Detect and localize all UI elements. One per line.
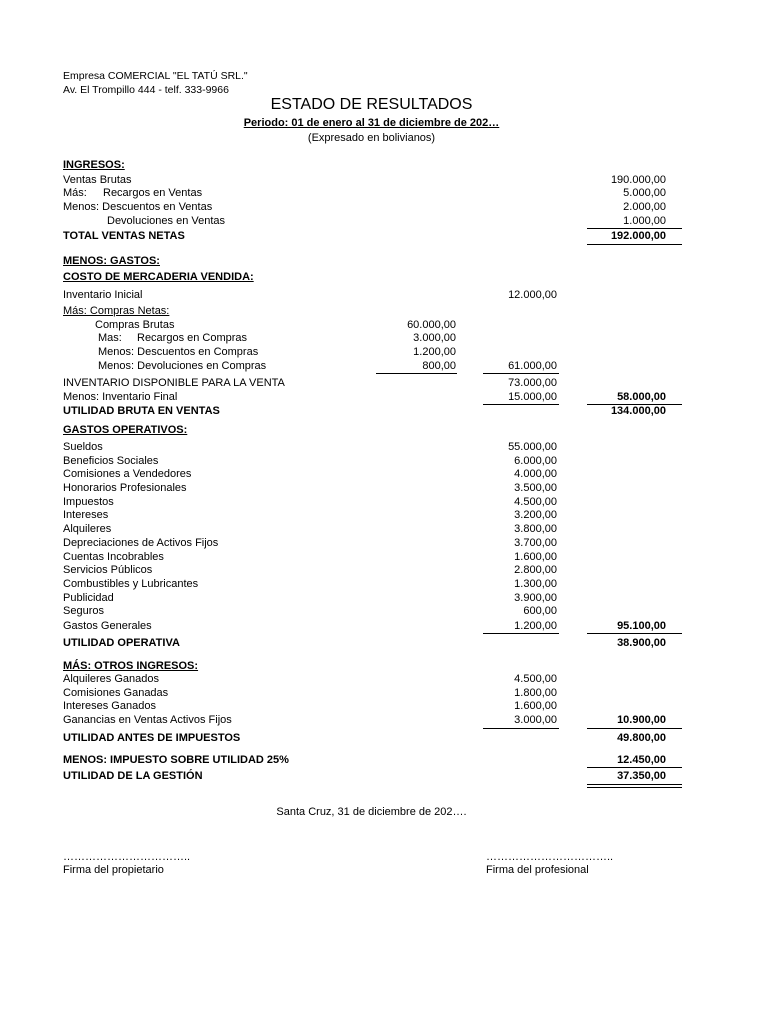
compras-brutas-value: 60.000,00 bbox=[407, 319, 456, 331]
devoluciones-ventas-label: Devoluciones en Ventas bbox=[107, 215, 226, 227]
descuentos-ventas-label: Menos: Descuentos en Ventas bbox=[63, 201, 213, 213]
utilidad-gestion-value: 37.350,00 bbox=[617, 770, 666, 782]
inventario-disponible-value: 73.000,00 bbox=[508, 377, 557, 389]
devoluciones-ventas-value: 1.000,00 bbox=[623, 215, 666, 227]
list-item: Cuentas Incobrables bbox=[63, 551, 164, 563]
total-ventas-netas-label: TOTAL VENTAS NETAS bbox=[63, 230, 185, 242]
company-name: Empresa COMERCIAL "EL TATÚ SRL." bbox=[63, 70, 248, 82]
total-ventas-netas-value: 192.000,00 bbox=[610, 230, 666, 242]
recargos-ventas-value: 5.000,00 bbox=[623, 187, 666, 199]
list-item-value: 1.800,00 bbox=[514, 687, 557, 699]
inventario-final-value: 15.000,00 bbox=[508, 391, 557, 403]
statement-title: ESTADO DE RESULTADOS bbox=[270, 96, 473, 113]
inventario-final-label: Menos: Inventario Final bbox=[63, 391, 178, 403]
otros-ingresos-total: 10.900,00 bbox=[617, 714, 666, 726]
costo-mercaderia-heading: COSTO DE MERCADERIA VENDIDA: bbox=[63, 271, 254, 283]
list-item: Honorarios Profesionales bbox=[63, 482, 187, 494]
list-item-value: 3.500,00 bbox=[514, 482, 557, 494]
ingresos-heading: INGRESOS: bbox=[63, 159, 125, 171]
recargos-compras-value: 3.000,00 bbox=[413, 332, 456, 344]
divider bbox=[587, 633, 682, 634]
list-item-value: 4.500,00 bbox=[514, 496, 557, 508]
divider bbox=[483, 373, 559, 374]
list-item: Alquileres bbox=[63, 523, 112, 535]
signature-line-professional: …………………………….. bbox=[486, 851, 614, 863]
otros-ingresos-heading: MÁS: OTROS INGRESOS: bbox=[63, 660, 199, 672]
divider bbox=[587, 728, 682, 729]
recargos-compras-prefix: Mas: bbox=[98, 332, 122, 344]
ventas-brutas-value: 190.000,00 bbox=[610, 174, 666, 186]
compras-netas-total: 61.000,00 bbox=[508, 360, 557, 372]
list-item-value: 3.200,00 bbox=[514, 509, 557, 521]
list-item-value: 1.300,00 bbox=[514, 578, 557, 590]
list-item-value: 55.000,00 bbox=[508, 441, 557, 453]
list-item-value: 4.000,00 bbox=[514, 468, 557, 480]
devoluciones-compras-value: 800,00 bbox=[422, 360, 456, 372]
utilidad-bruta-label: UTILIDAD BRUTA EN VENTAS bbox=[63, 405, 220, 417]
descuentos-compras-value: 1.200,00 bbox=[413, 346, 456, 358]
descuentos-compras-label: Menos: Descuentos en Compras bbox=[98, 346, 259, 358]
place-date: Santa Cruz, 31 de diciembre de 202…. bbox=[276, 806, 467, 818]
list-item: Comisiones a Vendedores bbox=[63, 468, 192, 480]
gastos-operativos-heading: GASTOS OPERATIVOS: bbox=[63, 424, 188, 436]
utilidad-antes-impuestos-value: 49.800,00 bbox=[617, 732, 666, 744]
descuentos-ventas-value: 2.000,00 bbox=[623, 201, 666, 213]
divider bbox=[483, 633, 559, 634]
list-item-value: 1.600,00 bbox=[514, 551, 557, 563]
divider bbox=[376, 373, 457, 374]
list-item: Servicios Públicos bbox=[63, 564, 153, 576]
list-item-value: 6.000,00 bbox=[514, 455, 557, 467]
recargos-prefix: Más: bbox=[63, 187, 87, 199]
divider bbox=[483, 404, 559, 405]
list-item-value: 3.900,00 bbox=[514, 592, 557, 604]
inventario-disponible-label: INVENTARIO DISPONIBLE PARA LA VENTA bbox=[63, 377, 285, 389]
list-item-value: 4.500,00 bbox=[514, 673, 557, 685]
list-item: Intereses bbox=[63, 509, 109, 521]
utilidad-operativa-label: UTILIDAD OPERATIVA bbox=[63, 637, 180, 649]
utilidad-antes-impuestos-label: UTILIDAD ANTES DE IMPUESTOS bbox=[63, 732, 241, 744]
statement-currency: (Expresado en bolivianos) bbox=[307, 132, 436, 144]
list-item: Ganancias en Ventas Activos Fijos bbox=[63, 714, 232, 726]
divider bbox=[587, 767, 682, 768]
list-item: Intereses Ganados bbox=[63, 700, 156, 712]
utilidad-bruta-value: 134.000,00 bbox=[610, 405, 666, 417]
signature-professional-label: Firma del profesional bbox=[486, 864, 589, 876]
list-item-value: 2.800,00 bbox=[514, 564, 557, 576]
recargos-compras-label: Recargos en Compras bbox=[137, 332, 248, 344]
signature-owner-label: Firma del propietario bbox=[63, 864, 164, 876]
list-item-value: 3.000,00 bbox=[514, 714, 557, 726]
list-item: Gastos Generales bbox=[63, 620, 152, 632]
statement-period: Periodo: 01 de enero al 31 de diciembre de 202… bbox=[243, 117, 500, 129]
list-item: Depreciaciones de Activos Fijos bbox=[63, 537, 219, 549]
compras-netas-label: Más: Compras Netas: bbox=[63, 305, 170, 317]
compras-brutas-label: Compras Brutas bbox=[95, 319, 175, 331]
list-item: Seguros bbox=[63, 605, 104, 617]
costo-ventas-total: 58.000,00 bbox=[617, 391, 666, 403]
company-address: Av. El Trompillo 444 - telf. 333-9966 bbox=[63, 84, 229, 96]
gastos-heading: MENOS: GASTOS: bbox=[63, 255, 160, 267]
inventario-inicial-label: Inventario Inicial bbox=[63, 289, 143, 301]
double-underline bbox=[587, 784, 682, 785]
devoluciones-compras-label: Menos: Devoluciones en Compras bbox=[98, 360, 267, 372]
list-item: Comisiones Ganadas bbox=[63, 687, 169, 699]
ventas-brutas-label: Ventas Brutas bbox=[63, 174, 132, 186]
inventario-inicial-value: 12.000,00 bbox=[508, 289, 557, 301]
list-item: Combustibles y Lubricantes bbox=[63, 578, 199, 590]
impuesto-utilidad-value: 12.450,00 bbox=[617, 754, 666, 766]
utilidad-gestion-label: UTILIDAD DE LA GESTIÓN bbox=[63, 770, 203, 782]
list-item: Sueldos bbox=[63, 441, 103, 453]
list-item-value: 1.600,00 bbox=[514, 700, 557, 712]
list-item-value: 1.200,00 bbox=[514, 620, 557, 632]
list-item: Publicidad bbox=[63, 592, 114, 604]
divider bbox=[587, 244, 682, 245]
list-item-value: 3.800,00 bbox=[514, 523, 557, 535]
divider bbox=[483, 728, 559, 729]
list-item-value: 600,00 bbox=[523, 605, 557, 617]
signature-line-owner: …………………………….. bbox=[63, 851, 191, 863]
double-underline bbox=[587, 787, 682, 788]
recargos-ventas-label: Recargos en Ventas bbox=[103, 187, 203, 199]
list-item-value: 3.700,00 bbox=[514, 537, 557, 549]
list-item: Beneficios Sociales bbox=[63, 455, 159, 467]
list-item: Alquileres Ganados bbox=[63, 673, 160, 685]
utilidad-operativa-value: 38.900,00 bbox=[617, 637, 666, 649]
divider bbox=[587, 228, 682, 229]
impuesto-utilidad-label: MENOS: IMPUESTO SOBRE UTILIDAD 25% bbox=[63, 754, 289, 766]
gastos-operativos-total: 95.100,00 bbox=[617, 620, 666, 632]
list-item: Impuestos bbox=[63, 496, 114, 508]
